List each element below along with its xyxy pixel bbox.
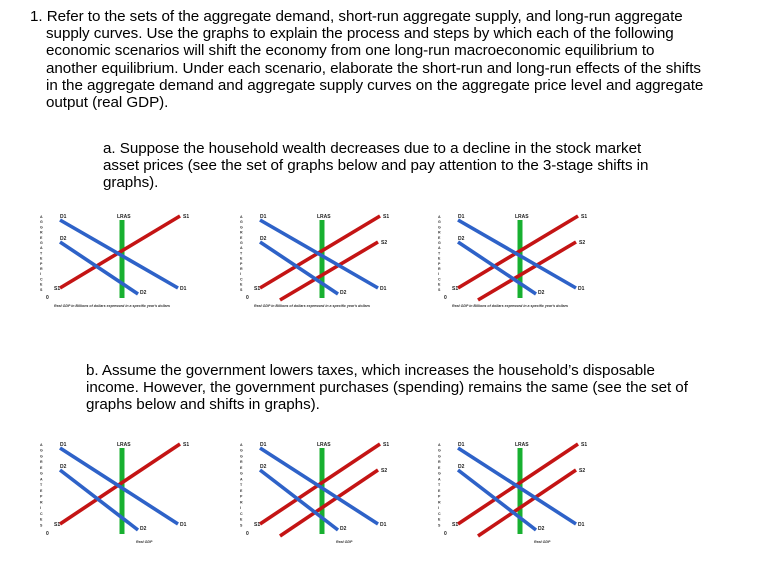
y-axis-letter: A <box>438 215 441 219</box>
y-axis-letter: R <box>40 500 43 505</box>
ad-as-graph-svg <box>240 212 415 318</box>
s2-label: S2 <box>579 240 586 246</box>
y-axis-letter: G <box>240 471 243 476</box>
s1-label-low: S1 <box>452 522 459 528</box>
s1-label-low: S1 <box>452 286 459 292</box>
y-axis-letter: E <box>240 235 243 240</box>
y-axis-letter: T <box>40 483 43 488</box>
s1-label: S1 <box>383 214 390 220</box>
origin-label: 0 <box>444 531 447 537</box>
lras-label: LRAS <box>515 214 529 220</box>
y-axis-letter: R <box>240 460 243 465</box>
ad-as-graph <box>40 212 210 308</box>
y-axis-letter: C <box>40 511 43 516</box>
y-axis-letter: A <box>240 477 243 482</box>
y-axis-letter: R <box>438 500 441 505</box>
y-axis-letter: P <box>438 494 441 499</box>
ad-as-graph <box>40 440 210 544</box>
d1-label-low: D1 <box>380 286 387 292</box>
y-axis-letter: R <box>240 267 243 271</box>
s1-label: S1 <box>183 214 190 220</box>
d2-label: D2 <box>60 464 67 470</box>
y-axis-letter: S <box>438 287 441 292</box>
y-axis-letter: T <box>438 251 441 256</box>
y-axis-label <box>438 443 441 527</box>
y-axis-letter: G <box>438 448 441 453</box>
d2-label: D2 <box>260 464 267 470</box>
y-axis-letter: E <box>240 465 243 470</box>
ad-as-graph <box>438 440 608 544</box>
x-axis-label: Real GDP <box>136 540 153 544</box>
y-axis-letter: G <box>40 454 43 459</box>
y-axis-letter: I <box>438 272 439 277</box>
y-axis-letter: E <box>40 256 43 261</box>
d1-label: D1 <box>458 442 465 448</box>
y-axis-letter: A <box>40 246 43 251</box>
y-axis-label <box>438 215 441 292</box>
y-axis-letter: A <box>438 443 441 447</box>
y-axis-letter: T <box>240 483 243 488</box>
y-axis-letter: E <box>438 282 441 287</box>
part-b-line: income. However, the government purchases (spending) remains the same (see the set of <box>86 379 688 397</box>
y-axis-letter: S <box>240 523 243 528</box>
s2-label: S2 <box>381 240 388 246</box>
question-line: in the aggregate demand and aggregate supply curves on the aggregate price level and aggregate <box>46 76 704 94</box>
d2-label-low: D2 <box>140 290 147 296</box>
s1-label: S1 <box>183 442 190 448</box>
y-axis-letter: I <box>240 506 241 511</box>
d1-label-low: D1 <box>180 286 187 292</box>
ad-as-graph-svg <box>438 212 613 318</box>
y-axis-letter: R <box>240 500 243 505</box>
y-axis-letter: A <box>40 215 43 219</box>
ad-as-graph <box>240 440 410 544</box>
s2-label: S2 <box>381 468 388 474</box>
y-axis-letter: E <box>438 235 441 240</box>
y-axis-label <box>40 443 43 527</box>
y-axis-letter: C <box>40 277 43 282</box>
d1-label-low: D1 <box>180 522 187 528</box>
d2-label: D2 <box>458 236 465 242</box>
d2-label-low: D2 <box>538 526 545 532</box>
ad-as-graph-svg <box>40 212 215 318</box>
y-axis-letter: R <box>438 460 441 465</box>
y-axis-letter: G <box>240 241 243 245</box>
y-axis-letter: I <box>40 506 41 511</box>
d2-label-low: D2 <box>340 290 347 296</box>
y-axis-letter: A <box>240 246 243 251</box>
ad-as-graph-svg <box>240 440 415 554</box>
x-axis-label: Real GDP in Billions of dollars expressed in a specific year's dollars <box>254 304 370 308</box>
ad-as-graph <box>240 212 410 308</box>
d2-label: D2 <box>60 236 67 242</box>
y-axis-letter: E <box>240 517 243 522</box>
y-axis-letter: E <box>240 282 243 287</box>
y-axis-letter: R <box>40 267 43 271</box>
question-line: 1. Refer to the sets of the aggregate demand, short-run aggregate supply, and long-run aggregate <box>30 8 683 25</box>
s2-line <box>478 242 576 300</box>
y-axis-letter: E <box>40 488 43 493</box>
y-axis-letter: G <box>438 241 441 245</box>
y-axis-letter: R <box>40 230 43 235</box>
question-line: economic scenarios will shift the economy from one long-run macroeconomic equilibrium to <box>46 42 655 60</box>
y-axis-letter: R <box>438 267 441 271</box>
origin-label: 0 <box>246 531 249 537</box>
y-axis-letter: C <box>438 511 441 516</box>
y-axis-letter: S <box>438 523 441 528</box>
d1-label: D1 <box>60 442 67 448</box>
lras-label: LRAS <box>317 442 331 448</box>
y-axis-letter: A <box>438 477 441 482</box>
question-line: another equilibrium. Under each scenario, elaborate the short-run and long-run effects of the shifts <box>46 59 701 77</box>
y-axis-letter: G <box>240 454 243 459</box>
s1-label: S1 <box>581 214 588 220</box>
y-axis-letter: E <box>438 465 441 470</box>
y-axis-letter: E <box>438 517 441 522</box>
y-axis-letter: G <box>240 220 243 225</box>
x-axis-label: Real GDP <box>336 540 353 544</box>
d2-label: D2 <box>458 464 465 470</box>
d1-label: D1 <box>60 214 67 220</box>
y-axis-letter: E <box>40 282 43 287</box>
y-axis-letter: P <box>40 261 43 266</box>
y-axis-letter: G <box>438 454 441 459</box>
y-axis-letter: E <box>40 465 43 470</box>
question-line: supply curves. Use the graphs to explain the process and steps by which each of the following <box>46 25 674 43</box>
y-axis-letter: G <box>40 448 43 453</box>
origin-label: 0 <box>46 295 49 301</box>
s1-label-low: S1 <box>254 286 261 292</box>
lras-label: LRAS <box>317 214 331 220</box>
d1-label: D1 <box>260 214 267 220</box>
ad-as-graph-svg <box>40 440 215 554</box>
y-axis-letter: E <box>240 488 243 493</box>
y-axis-letter: C <box>438 277 441 282</box>
y-axis-letter: E <box>438 256 441 261</box>
y-axis-letter: E <box>40 517 43 522</box>
y-axis-letter: A <box>240 215 243 219</box>
d2-label-low: D2 <box>340 526 347 532</box>
s2-line <box>280 242 378 300</box>
y-axis-letter: T <box>240 251 243 256</box>
y-axis-letter: I <box>40 272 41 277</box>
d1-label: D1 <box>260 442 267 448</box>
y-axis-letter: G <box>40 225 43 230</box>
y-axis-letter: G <box>438 225 441 230</box>
origin-label: 0 <box>246 295 249 301</box>
y-axis-letter: G <box>40 220 43 225</box>
origin-label: 0 <box>46 531 49 537</box>
y-axis-letter: R <box>240 230 243 235</box>
d2-label-low: D2 <box>140 526 147 532</box>
d1-label-low: D1 <box>578 522 585 528</box>
y-axis-label <box>40 215 43 292</box>
part-b-line: graphs below and shifts in graphs). <box>86 396 320 414</box>
y-axis-letter: R <box>40 460 43 465</box>
y-axis-letter: S <box>40 523 43 528</box>
y-axis-letter: R <box>438 230 441 235</box>
part-a-text <box>103 140 703 192</box>
y-axis-letter: P <box>240 261 243 266</box>
s1-label-low: S1 <box>254 522 261 528</box>
y-axis-letter: S <box>240 287 243 292</box>
question-text <box>30 8 760 111</box>
s1-label: S1 <box>383 442 390 448</box>
y-axis-letter: P <box>438 261 441 266</box>
y-axis-letter: E <box>240 256 243 261</box>
origin-label: 0 <box>444 295 447 301</box>
y-axis-letter: A <box>40 443 43 447</box>
y-axis-letter: P <box>240 494 243 499</box>
s1-label-low: S1 <box>54 522 61 528</box>
y-axis-letter: E <box>438 488 441 493</box>
d1-label-low: D1 <box>380 522 387 528</box>
y-axis-letter: C <box>240 511 243 516</box>
y-axis-letter: T <box>438 483 441 488</box>
lras-label: LRAS <box>117 442 131 448</box>
y-axis-letter: G <box>438 220 441 225</box>
d2-label-low: D2 <box>538 290 545 296</box>
part-b-line: b. Assume the government lowers taxes, which increases the household’s disposable <box>86 362 655 379</box>
question-line: output (real GDP). <box>46 94 169 112</box>
y-axis-letter: A <box>438 246 441 251</box>
part-b-text <box>86 362 756 414</box>
y-axis-letter: G <box>40 241 43 245</box>
y-axis-letter: A <box>40 477 43 482</box>
s2-label: S2 <box>579 468 586 474</box>
y-axis-letter: I <box>240 272 241 277</box>
y-axis-letter: G <box>240 225 243 230</box>
lras-label: LRAS <box>515 442 529 448</box>
part-a-line: graphs). <box>103 174 159 192</box>
y-axis-letter: E <box>40 235 43 240</box>
d1-label-low: D1 <box>578 286 585 292</box>
y-axis-letter: G <box>40 471 43 476</box>
part-a-line: a. Suppose the household wealth decreases due to a decline in the stock market <box>103 140 642 157</box>
y-axis-letter: G <box>438 471 441 476</box>
x-axis-label: Real GDP in Billions of dollars expressed in a specific year's dollars <box>452 304 568 308</box>
x-axis-label: Real GDP <box>534 540 551 544</box>
y-axis-letter: T <box>40 251 43 256</box>
y-axis-label <box>240 215 243 292</box>
d1-label: D1 <box>458 214 465 220</box>
s1-label: S1 <box>581 442 588 448</box>
y-axis-letter: S <box>40 287 43 292</box>
y-axis-label <box>240 443 243 527</box>
y-axis-letter: G <box>240 448 243 453</box>
s1-label-low: S1 <box>54 286 61 292</box>
y-axis-letter: A <box>240 443 243 447</box>
lras-label: LRAS <box>117 214 131 220</box>
part-a-line: asset prices (see the set of graphs below and pay attention to the 3-stage shifts in <box>103 157 649 175</box>
y-axis-letter: I <box>438 506 439 511</box>
d2-label: D2 <box>260 236 267 242</box>
x-axis-label: Real GDP in Billions of dollars expressed in a specific year's dollars <box>54 304 170 308</box>
y-axis-letter: C <box>240 277 243 282</box>
ad-as-graph-svg <box>438 440 613 554</box>
ad-as-graph <box>438 212 608 308</box>
y-axis-letter: P <box>40 494 43 499</box>
